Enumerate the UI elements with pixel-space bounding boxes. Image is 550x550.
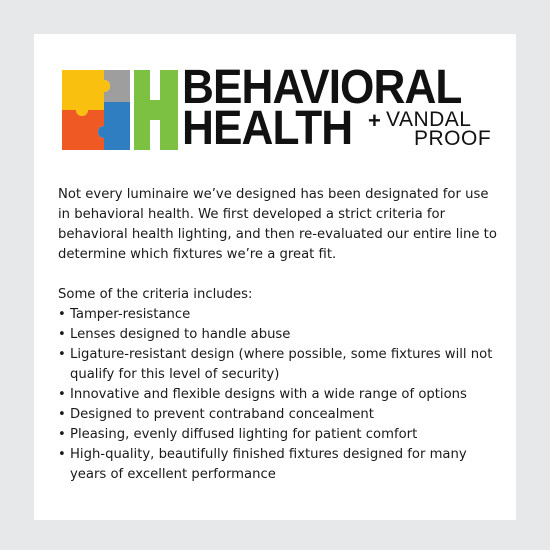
puzzle-piece-orange <box>62 110 104 150</box>
bullet-icon: • <box>58 347 66 362</box>
letter-h-green <box>134 70 178 150</box>
behavioral-health-logo <box>60 61 505 155</box>
logo-title-health: HEALTH <box>182 102 353 155</box>
content-card <box>34 34 516 520</box>
list-item <box>58 385 498 405</box>
logo-wordmark <box>182 61 512 155</box>
list-item <box>58 445 498 485</box>
list-item-text: Ligature-resistant design (where possible, some fixtures will not qualify for this level of security) <box>70 347 493 382</box>
list-item-text: Innovative and flexible designs with a wide range of options <box>70 387 467 402</box>
criteria-list <box>58 305 498 485</box>
list-item <box>58 405 498 425</box>
list-item-text: Designed to prevent contraband concealment <box>70 407 374 422</box>
list-item <box>58 305 498 325</box>
bullet-icon: • <box>58 307 66 322</box>
logo-title-behavioral: BEHAVIORAL <box>182 61 462 114</box>
list-item <box>58 425 498 445</box>
logo-plus: + <box>368 108 381 133</box>
bullet-icon: • <box>58 427 66 442</box>
list-item-text: Tamper-resistance <box>70 307 191 322</box>
list-item <box>58 345 498 385</box>
puzzle-h-icon <box>60 68 180 152</box>
bullet-icon: • <box>58 407 66 422</box>
intro-paragraph: Not every luminaire we’ve designed has been designated for use in behavioral health. We first developed a strict criteria for behavioral health lighting, and then re-evaluated our entire line to determine which fixtures we’re a great fit. <box>58 187 497 262</box>
bullet-icon: • <box>58 387 66 402</box>
criteria-heading: Some of the criteria includes: <box>58 287 253 302</box>
bullet-icon: • <box>58 447 66 462</box>
bullet-icon: • <box>58 327 66 342</box>
logo-proof: PROOF <box>414 127 492 150</box>
description <box>58 185 498 485</box>
list-item-text: Pleasing, evenly diffused lighting for patient comfort <box>70 427 418 442</box>
logo-vandal: VANDAL <box>386 108 472 131</box>
list-item-text: Lenses designed to handle abuse <box>70 327 291 342</box>
puzzle-piece-yellow <box>62 70 110 116</box>
list-item-text: High-quality, beautifully finished fixtures designed for many years of excellent performance <box>70 447 467 482</box>
list-item <box>58 325 498 345</box>
